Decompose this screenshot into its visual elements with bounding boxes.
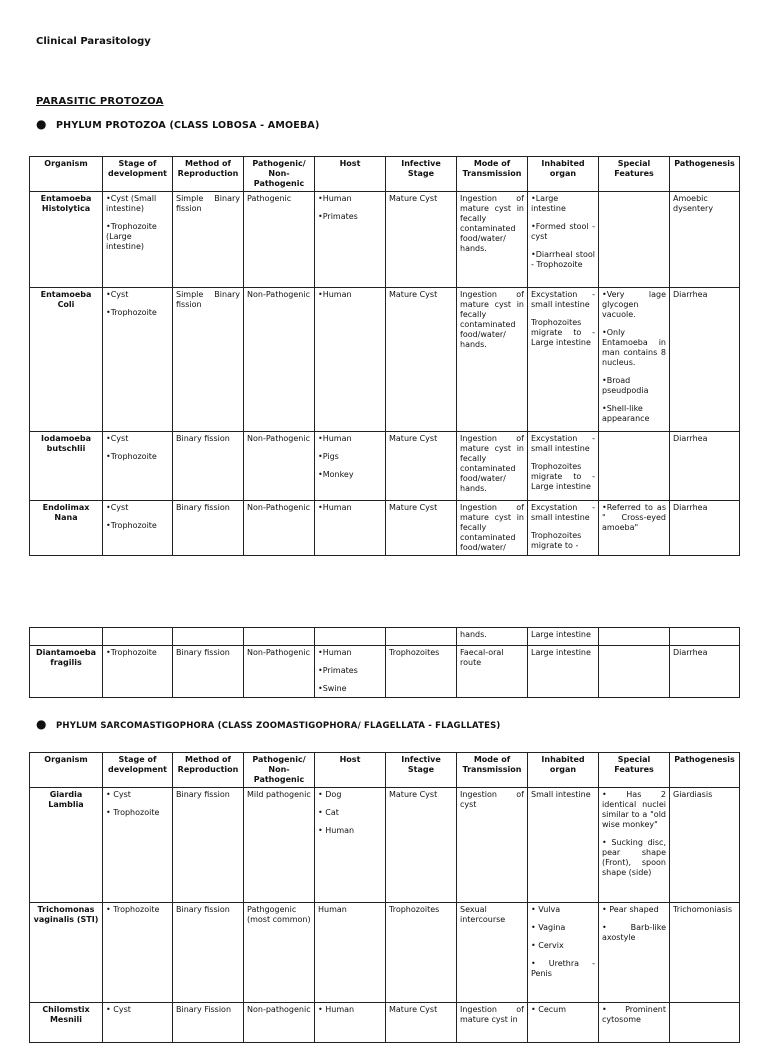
cell-reproduction: Simple Binary fission: [173, 288, 244, 432]
bullet-icon: ●: [36, 717, 47, 731]
cell-item: Excystation - small intestine: [531, 290, 595, 309]
cell-stage: [103, 903, 173, 1003]
cell-stage: [103, 501, 173, 556]
cell-features: [599, 192, 670, 288]
cell-item: • Pear shaped: [602, 905, 659, 914]
cell-features: [599, 788, 670, 903]
cell-pathogenic: Pathgogenic (most common): [244, 903, 315, 1003]
cell-transmission: Ingestion of mature cyst in: [457, 1003, 528, 1043]
cell-item: •Human: [318, 194, 352, 203]
cell-features: [599, 628, 670, 646]
cell-organism: Endolimax Nana: [30, 501, 103, 556]
column-header-features: Special Features: [599, 157, 670, 192]
cell-item: •Primates: [318, 666, 358, 675]
cell-host: [315, 192, 386, 288]
cell-item: •Formed stool - cyst: [531, 222, 595, 241]
section-title: PARASITIC PROTOZOA: [36, 96, 164, 107]
cell-item: • Human: [318, 826, 355, 835]
table-row: [30, 646, 740, 698]
column-header-infective: Infective Stage: [386, 753, 457, 788]
cell-item: Large intestine: [531, 648, 591, 657]
cell-features: [599, 288, 670, 432]
cell-organism: Trichomonas vaginalis (STI): [30, 903, 103, 1003]
cell-item: • Vulva: [531, 905, 561, 914]
cell-host: [315, 288, 386, 432]
cell-organism: Giardia Lamblia: [30, 788, 103, 903]
column-header-pathogenesis: Pathogenesis: [670, 753, 740, 788]
column-header-organism: Organism: [30, 157, 103, 192]
cell-pathogenesis: Amoebic dysentery: [670, 192, 740, 288]
cell-item: Excystation - small intestine: [531, 503, 595, 522]
cell-features: [599, 646, 670, 698]
cell-host: [315, 903, 386, 1003]
cell-organ: [528, 501, 599, 556]
amoeba-table: [29, 156, 740, 556]
column-header-organism: Organism: [30, 753, 103, 788]
cell-pathogenesis: [670, 628, 740, 646]
cell-item: •Cyst: [106, 290, 129, 299]
cell-pathogenic: Non-Pathogenic: [244, 432, 315, 501]
cell-infective: [386, 628, 457, 646]
cell-item: • Cervix: [531, 941, 564, 950]
cell-reproduction: Simple Binary fission: [173, 192, 244, 288]
cell-transmission: Faecal-oral route: [457, 646, 528, 698]
column-header-infective: Infective Stage: [386, 157, 457, 192]
cell-organ: [528, 1003, 599, 1043]
cell-transmission: Ingestion of mature cyst in fecally contaminated food/water/: [457, 501, 528, 556]
cell-item: • Cyst: [106, 1005, 131, 1014]
cell-item: • Dog: [318, 790, 342, 799]
cell-item: Excystation - small intestine: [531, 434, 595, 453]
table-row: [30, 192, 740, 288]
cell-item: •Referred to as " Cross-eyed amoeba": [602, 503, 666, 532]
cell-organ: [528, 788, 599, 903]
cell-item: • Trophozoite: [106, 808, 160, 817]
document-header: Clinical Parasitology: [36, 36, 151, 47]
cell-transmission: Ingestion of mature cyst in fecally contaminated food/water/ hands.: [457, 288, 528, 432]
table-row: [30, 1003, 740, 1043]
cell-features: [599, 1003, 670, 1043]
cell-item: •Cyst (Small intestine): [106, 194, 157, 213]
cell-organism: Iodamoeba butschlii: [30, 432, 103, 501]
column-header-reproduction: Method of Reproduction: [173, 157, 244, 192]
phylum-1-label: PHYLUM PROTOZOA (CLASS LOBOSA - AMOEBA): [56, 120, 320, 131]
cell-item: •Trophozoite: [106, 308, 157, 317]
cell-features: [599, 432, 670, 501]
cell-item: • Urethra - Penis: [531, 959, 595, 978]
cell-item: • Prominent cytosome: [602, 1005, 666, 1024]
cell-reproduction: Binary Fission: [173, 1003, 244, 1043]
cell-infective: Mature Cyst: [386, 501, 457, 556]
cell-pathogenesis: Trichomoniasis: [670, 903, 740, 1003]
column-header-host: Host: [315, 157, 386, 192]
cell-item: •Large intestine: [531, 194, 566, 213]
flagellates-table: [29, 752, 740, 1043]
cell-organism: [30, 628, 103, 646]
cell-organ: [528, 903, 599, 1003]
cell-pathogenesis: Diarrhea: [670, 432, 740, 501]
cell-transmission: Ingestion of mature cyst in fecally contaminated food/water/ hands.: [457, 192, 528, 288]
cell-item: •Human: [318, 434, 352, 443]
cell-organ: [528, 288, 599, 432]
cell-item: Human: [318, 905, 347, 914]
cell-transmission: Ingestion of mature cyst in fecally contaminated food/water/ hands.: [457, 432, 528, 501]
cell-features: [599, 903, 670, 1003]
cell-infective: Mature Cyst: [386, 788, 457, 903]
column-header-transmission: Mode of Transmission: [457, 753, 528, 788]
cell-reproduction: Binary fission: [173, 903, 244, 1003]
cell-item: •Cyst: [106, 434, 129, 443]
cell-organism: Chilomstix Mesnili: [30, 1003, 103, 1043]
cell-reproduction: Binary fission: [173, 646, 244, 698]
bullet-icon: ●: [36, 117, 47, 131]
phylum-2-label: PHYLUM SARCOMASTIGOPHORA (CLASS ZOOMASTIGOPHORA/ FLAGELLATA - FLAGLLATES): [56, 721, 501, 731]
cell-reproduction: Binary fission: [173, 501, 244, 556]
column-header-host: Host: [315, 753, 386, 788]
cell-organ: [528, 646, 599, 698]
column-header-reproduction: Method of Reproduction: [173, 753, 244, 788]
cell-organism: Entamoeba Histolytica: [30, 192, 103, 288]
cell-item: • Cecum: [531, 1005, 567, 1014]
cell-pathogenesis: Diarrhea: [670, 646, 740, 698]
cell-item: • Sucking disc, pear shape (Front), spoon shape (side): [602, 838, 666, 877]
cell-item: • Vagina: [531, 923, 566, 932]
cell-host: [315, 432, 386, 501]
column-header-organ: Inhabited organ: [528, 157, 599, 192]
cell-item: •Only Entamoeba in man contains 8 nucleus.: [602, 328, 666, 367]
cell-item: • Cat: [318, 808, 339, 817]
cell-stage: [103, 192, 173, 288]
table-row: [30, 788, 740, 903]
column-header-stage: Stage of development: [103, 753, 173, 788]
cell-host: [315, 646, 386, 698]
cell-item: Small intestine: [531, 790, 591, 799]
cell-item: • Cyst: [106, 790, 131, 799]
cell-pathogenesis: [670, 1003, 740, 1043]
cell-item: Trophozoites migrate to - Large intestine: [531, 318, 595, 347]
cell-pathogenesis: Diarrhea: [670, 501, 740, 556]
cell-stage: [103, 1003, 173, 1043]
cell-item: •Very lage glycogen vacuole.: [602, 290, 666, 319]
column-header-pathogenesis: Pathogenesis: [670, 157, 740, 192]
table-row: [30, 903, 740, 1003]
table-row: [30, 501, 740, 556]
cell-stage: [103, 288, 173, 432]
cell-item: • Barb-like axostyle: [602, 923, 666, 942]
cell-item: •Human: [318, 290, 352, 299]
column-header-pathogenic: Pathogenic/ Non-Pathogenic: [244, 753, 315, 788]
cell-pathogenic: Non-Pathogenic: [244, 288, 315, 432]
cell-item: •Primates: [318, 212, 358, 221]
cell-infective: Mature Cyst: [386, 288, 457, 432]
column-header-organ: Inhabited organ: [528, 753, 599, 788]
table-header-row: [30, 157, 740, 192]
cell-reproduction: Binary fission: [173, 432, 244, 501]
cell-pathogenic: Non-Pathogenic: [244, 646, 315, 698]
phylum-heading-2: [36, 717, 501, 731]
cell-pathogenic: Non-pathogenic: [244, 1003, 315, 1043]
cell-organ: [528, 432, 599, 501]
cell-pathogenesis: Diarrhea: [670, 288, 740, 432]
column-header-pathogenic: Pathogenic/ Non-Pathogenic: [244, 157, 315, 192]
cell-reproduction: [173, 628, 244, 646]
cell-organism: Entamoeba Coli: [30, 288, 103, 432]
cell-infective: Trophozoites: [386, 646, 457, 698]
table-row: [30, 288, 740, 432]
cell-host: [315, 788, 386, 903]
cell-infective: Mature Cyst: [386, 1003, 457, 1043]
cell-item: • Has 2 identical nuclei similar to a "old wise monkey": [602, 790, 666, 829]
cell-item: •Pigs: [318, 452, 339, 461]
cell-stage: [103, 646, 173, 698]
cell-transmission: Ingestion of cyst: [457, 788, 528, 903]
cell-stage: [103, 432, 173, 501]
cell-host: [315, 501, 386, 556]
cell-item: •Shell-like appearance: [602, 404, 650, 423]
amoeba-table-continued: [29, 627, 740, 698]
cell-organism: Diantamoeba fragilis: [30, 646, 103, 698]
cell-infective: Trophozoites: [386, 903, 457, 1003]
column-header-features: Special Features: [599, 753, 670, 788]
cell-item: •Swine: [318, 684, 347, 693]
table-header-row: [30, 753, 740, 788]
cell-organ: [528, 628, 599, 646]
cell-reproduction: Binary fission: [173, 788, 244, 903]
cell-pathogenic: [244, 628, 315, 646]
column-header-stage: Stage of development: [103, 157, 173, 192]
cell-pathogenic: Non-Pathogenic: [244, 501, 315, 556]
cell-item: •Trophozoite: [106, 452, 157, 461]
cell-transmission: Sexual intercourse: [457, 903, 528, 1003]
cell-infective: Mature Cyst: [386, 192, 457, 288]
cell-stage: [103, 788, 173, 903]
cell-item: •Human: [318, 503, 352, 512]
cell-transmission: hands.: [457, 628, 528, 646]
phylum-heading-1: [36, 117, 320, 131]
cell-pathogenic: Mild pathogenic: [244, 788, 315, 903]
cell-pathogenesis: Giardiasis: [670, 788, 740, 903]
cell-item: • Human: [318, 1005, 355, 1014]
cell-pathogenic: Pathogenic: [244, 192, 315, 288]
cell-item: •Human: [318, 648, 352, 657]
table-row: [30, 628, 740, 646]
cell-infective: Mature Cyst: [386, 432, 457, 501]
cell-item: •Trophozoite: [106, 648, 157, 657]
cell-host: [315, 1003, 386, 1043]
cell-item: •Trophozoite (Large intestine): [106, 222, 157, 251]
cell-item: • Trophozoite: [106, 905, 160, 914]
cell-item: Trophozoites migrate to - Large intestine: [531, 462, 595, 491]
cell-item: •Trophozoite: [106, 521, 157, 530]
cell-item: •Broad pseudpodia: [602, 376, 649, 395]
cell-organ: [528, 192, 599, 288]
column-header-transmission: Mode of Transmission: [457, 157, 528, 192]
cell-item: •Diarrheal stool - Trophozoite: [531, 250, 595, 269]
cell-host: [315, 628, 386, 646]
cell-stage: [103, 628, 173, 646]
cell-item: •Monkey: [318, 470, 354, 479]
cell-item: Trophozoites migrate to -: [531, 531, 582, 550]
table-row: [30, 432, 740, 501]
cell-item: •Cyst: [106, 503, 129, 512]
cell-features: [599, 501, 670, 556]
cell-item: Large intestine: [531, 630, 591, 639]
